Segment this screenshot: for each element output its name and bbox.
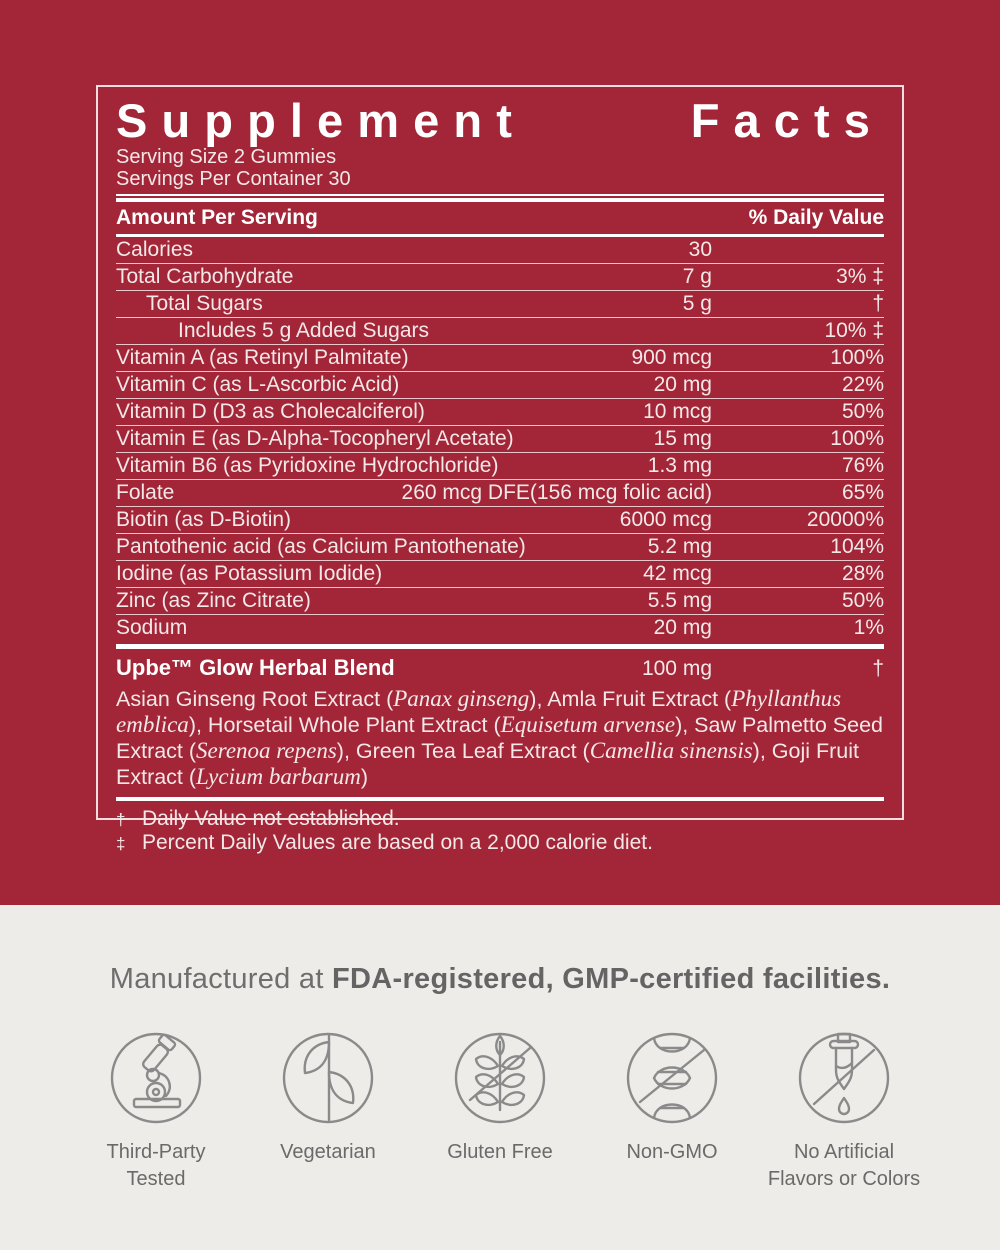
badge-third-party-tested — [75, 1026, 237, 1193]
herbal-blend-name: Upbe™ Glow Herbal Blend — [116, 654, 395, 680]
nutrient-row — [116, 560, 884, 587]
badge-label: Non-GMO — [626, 1141, 718, 1163]
nutrient-row — [116, 371, 884, 398]
badge-non-gmo — [591, 1026, 753, 1193]
nutrient-amount: 5.2 mg — [647, 534, 712, 558]
nutrient-name: Sodium — [116, 615, 188, 639]
nutrient-name: Pantothenic acid (as Calcium Pantothenate) — [116, 534, 526, 558]
herbal-blend-dv: † — [872, 656, 884, 680]
title-word-supplement: Supplement — [116, 94, 526, 147]
nutrient-amount: 10 mcg — [643, 399, 712, 423]
nutrient-amount: 1.3 mg — [647, 453, 712, 477]
nutrient-row — [116, 425, 884, 452]
nutrient-amount: 30 — [688, 237, 712, 261]
nutrient-row — [116, 263, 884, 290]
nutrient-daily-value: 76% — [841, 453, 884, 477]
dna-crossed-icon — [620, 1026, 724, 1130]
nutrient-row — [116, 344, 884, 371]
divider-double — [116, 194, 884, 202]
nutrient-row — [116, 479, 884, 506]
nutrient-row — [116, 614, 884, 641]
nutrient-amount: 20 mg — [653, 615, 712, 639]
badge-label: Vegetarian — [280, 1141, 376, 1163]
nutrient-daily-value: 28% — [841, 561, 884, 585]
footer-section — [0, 905, 1000, 1250]
nutrient-name: Zinc (as Zinc Citrate) — [116, 588, 311, 612]
nutrient-daily-value: 65% — [841, 480, 884, 504]
nutrient-row — [116, 317, 884, 344]
badge-label: No Artificial Flavors or Colors — [767, 1141, 921, 1190]
nutrient-name: Vitamin C (as L-Ascorbic Acid) — [116, 372, 400, 396]
plant-leaves-icon — [276, 1026, 380, 1130]
manufactured-heading-bold: FDA-registered, GMP-certified facilities. — [332, 963, 891, 995]
nutrient-name: Vitamin E (as D-Alpha-Tocopheryl Acetate) — [116, 426, 514, 450]
herbal-blend-row — [116, 649, 884, 683]
nutrient-row — [116, 290, 884, 317]
nutrient-amount: 20 mg — [653, 372, 712, 396]
nutrient-daily-value: 3% ‡ — [836, 264, 884, 288]
nutrient-daily-value: 50% — [841, 588, 884, 612]
nutrient-daily-value: 50% — [841, 399, 884, 423]
nutrient-name: Vitamin D (D3 as Cholecalciferol) — [116, 399, 425, 423]
nutrient-name: Biotin (as D-Biotin) — [116, 507, 292, 531]
table-header — [116, 202, 884, 234]
nutrient-row — [116, 452, 884, 479]
nutrient-name: Vitamin B6 (as Pyridoxine Hydrochloride) — [116, 453, 499, 477]
nutrient-daily-value: 100% — [830, 345, 884, 369]
nutrient-amount: 260 mcg DFE(156 mcg folic acid) — [401, 480, 712, 504]
nutrient-name: Folate — [116, 480, 175, 504]
badge-no-artificial — [763, 1026, 925, 1193]
footnote-dagger-text: Daily Value not established. — [142, 806, 400, 830]
supplement-facts-panel — [96, 85, 904, 854]
nutrient-name: Vitamin A (as Retinyl Palmitate) — [116, 345, 409, 369]
nutrient-row — [116, 587, 884, 614]
manufactured-heading — [0, 905, 1000, 996]
herbal-blend-amount: 100 mg — [641, 656, 712, 680]
nutrient-name: Includes 5 g Added Sugars — [178, 318, 430, 342]
nutrient-name: Calories — [116, 237, 194, 261]
nutrient-amount: 6000 mcg — [619, 507, 712, 531]
footnote-double-dagger — [116, 831, 884, 855]
header-daily-value: % Daily Value — [748, 205, 884, 229]
badge-gluten-free — [419, 1026, 581, 1193]
footnote-double-dagger-text: Percent Daily Values are based on a 2,000 calorie diet. — [142, 830, 653, 854]
wheat-crossed-icon — [448, 1026, 552, 1130]
nutrient-row — [116, 398, 884, 425]
certification-badges — [75, 1026, 925, 1193]
footnote-double-dagger-mark: ‡ — [116, 833, 126, 853]
header-amount-per-serving: Amount Per Serving — [116, 205, 318, 229]
nutrient-row — [116, 533, 884, 560]
badge-label: Gluten Free — [447, 1141, 553, 1163]
badge-label: Third-Party Tested — [106, 1141, 206, 1190]
nutrient-daily-value: 10% ‡ — [824, 318, 884, 342]
footnote-dagger — [116, 807, 884, 831]
nutrient-name: Total Sugars — [146, 291, 263, 315]
herbal-blend-ingredients: Asian Ginseng Root Extract (Panax ginseng), Amla Fruit Extract (Phyllanthus emblica), Horsetail Whole Plant Extract (Equisetum arvense), Saw Palmetto Seed Extract (Serenoa repens), Green Tea Leaf Extract (Camellia sinensis), Goji Fruit Extract (Lycium barbarum) — [116, 685, 883, 789]
nutrient-row — [116, 506, 884, 533]
nutrient-daily-value: 1% — [853, 615, 884, 639]
nutrient-daily-value: † — [872, 291, 884, 315]
nutrient-amount: 42 mcg — [643, 561, 712, 585]
footnotes — [116, 807, 884, 855]
nutrient-daily-value: 104% — [830, 534, 884, 558]
title-word-facts: Facts — [690, 94, 884, 147]
divider-footnotes — [116, 797, 884, 801]
dropper-crossed-icon — [792, 1026, 896, 1130]
nutrient-amount: 5 g — [682, 291, 712, 315]
footnote-dagger-mark: † — [116, 809, 126, 829]
nutrient-name: Iodine (as Potassium Iodide) — [116, 561, 383, 585]
servings-per-container-text: Servings Per Container 30 — [116, 167, 351, 190]
serving-size-text: Serving Size 2 Gummies — [116, 145, 337, 168]
nutrient-daily-value: 20000% — [806, 507, 884, 531]
nutrient-amount: 15 mg — [653, 426, 712, 450]
badge-vegetarian — [247, 1026, 409, 1193]
nutrient-table — [116, 237, 884, 641]
nutrient-amount: 5.5 mg — [647, 588, 712, 612]
manufactured-heading-regular: Manufactured at — [109, 963, 333, 995]
nutrient-name: Total Carbohydrate — [116, 264, 294, 288]
panel-title — [116, 95, 884, 147]
nutrient-amount: 900 mcg — [631, 345, 712, 369]
nutrient-daily-value: 22% — [841, 372, 884, 396]
nutrient-row — [116, 237, 884, 263]
microscope-icon — [104, 1026, 208, 1130]
nutrient-daily-value: 100% — [830, 426, 884, 450]
nutrient-amount: 7 g — [682, 264, 712, 288]
